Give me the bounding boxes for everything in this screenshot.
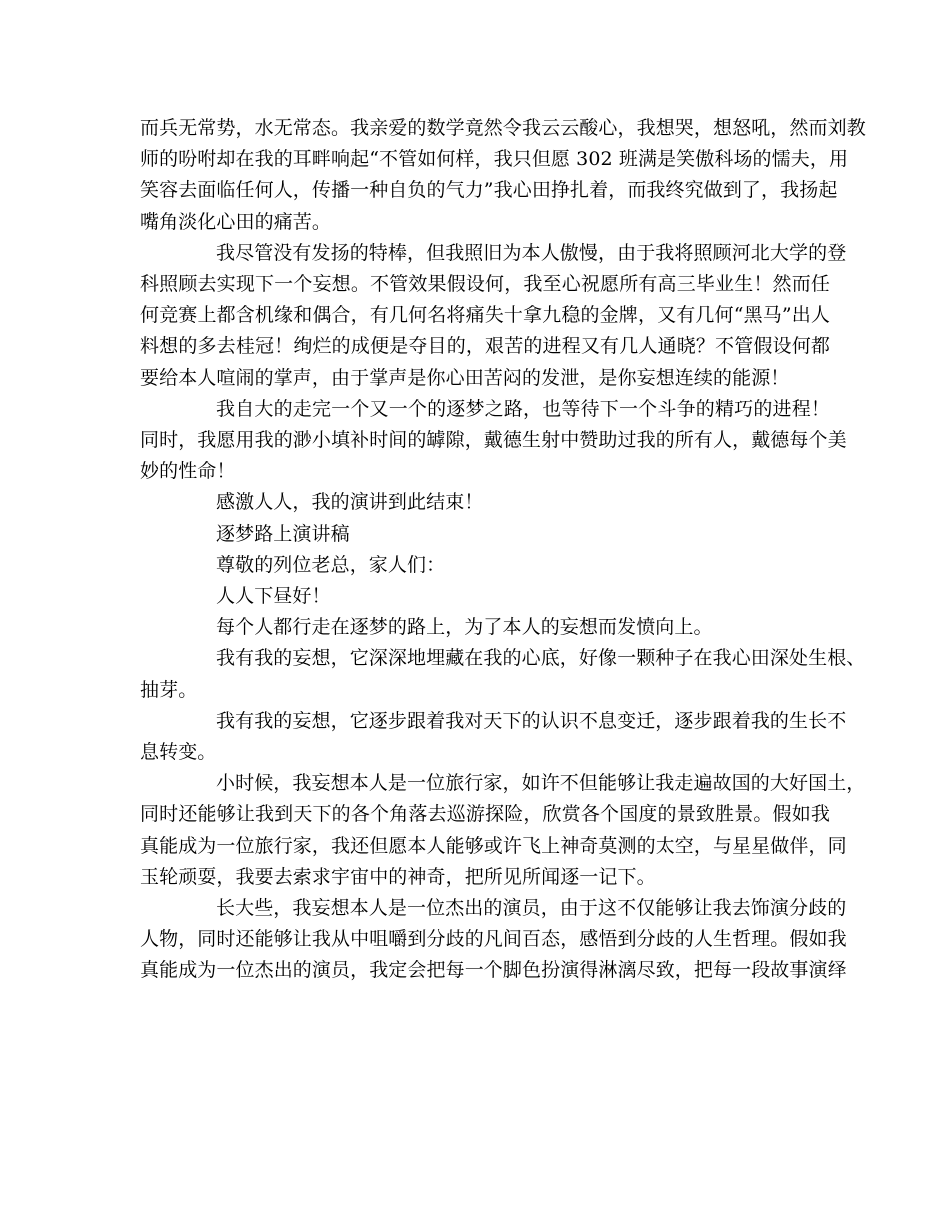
text-line: 长大些，我妄想本人是一位杰出的演员，由于这不仅能够让我去饰演分歧的	[216, 897, 847, 920]
paragraph	[140, 893, 847, 987]
text-line: 人人下昼好！	[216, 585, 331, 608]
text-line: 我尽管没有发扬的特棒，但我照旧为本人傲慢，由于我将照顾河北大学的登	[216, 241, 847, 264]
text-line: 嘴角淡化心田的痛苦。	[140, 210, 332, 233]
paragraph	[140, 113, 866, 238]
text-line: 同时还能够让我到天下的各个角落去巡游探险，欣赏各个国度的景致胜景。假如我	[140, 803, 830, 826]
text-line: 真能成为一位旅行家，我还但愿本人能够或许飞上神奇莫测的太空，与星星做伴，同	[140, 834, 847, 857]
paragraph	[140, 612, 830, 643]
text-line: 我有我的妄想，它逐步跟着我对天下的认识不息变迁，逐步跟着我的生长不	[216, 709, 847, 732]
text-line: 科照顾去实现下一个妄想。不管效果假设何，我至心祝愿所有高三毕业生！然而任	[140, 273, 830, 296]
paragraph	[140, 581, 830, 612]
text-line: 而兵无常势，水无常态。我亲爱的数学竟然令我云云酸心，我想哭，想怒吼，然而刘教	[140, 117, 866, 139]
text-line: 要给本人喧闹的掌声，由于掌声是你心田苦闷的发泄，是你妄想连续的能源！	[140, 366, 790, 389]
paragraph	[140, 643, 866, 705]
text-line: 何竞赛上都含机缘和偶合，有几何名将痛失十拿九稳的金牌，又有几何“黑马”出人	[140, 304, 830, 327]
paragraph	[140, 768, 866, 893]
text-line: 每个人都行走在逐梦的路上，为了本人的妄想而发愤向上。	[216, 616, 713, 639]
text-line: 笑容去面临任何人，传播一种自负的气力”我心田挣扎着，而我终究做到了，我扬起	[140, 179, 838, 202]
text-line: 感激人人，我的演讲到此结束！	[216, 491, 484, 514]
document-body	[140, 113, 866, 987]
text-line: 妙的性命！	[140, 460, 236, 483]
paragraph	[140, 487, 830, 518]
paragraph	[140, 550, 830, 581]
text-line: 我自大的走完一个又一个的逐梦之路，也等待下一个斗争的精巧的进程！	[216, 397, 830, 420]
text-line: 尊敬的列位老总，家人们：	[216, 553, 446, 576]
text-line: 我有我的妄想，它深深地埋藏在我的心底，好像一颗种子在我心田深处生根、	[216, 647, 866, 670]
text-line: 同时，我愿用我的渺小填补时间的罅隙，戴德生射中赞助过我的所有人，戴德每个美	[140, 429, 847, 452]
text-line: 真能成为一位杰出的演员，我定会把每一个脚色扮演得淋漓尽致，把每一段故事演绎	[140, 959, 847, 982]
text-line: 抽芽。	[140, 678, 198, 701]
text-line: 师的吩咐却在我的耳畔响起“不管如何样，我只但愿 302 班满是笑傲科场的懦夫，用	[140, 148, 849, 171]
text-line: 小时候，我妄想本人是一位旅行家，如许不但能够让我走遍故国的大好国土，	[216, 772, 866, 795]
paragraph	[140, 238, 847, 394]
paragraph	[140, 519, 830, 550]
text-line: 息转变。	[140, 741, 217, 764]
text-line: 料想的多去桂冠！绚烂的成便是夺目的，艰苦的进程又有几人通晓？不管假设何都	[140, 335, 830, 358]
text-line: 逐梦路上演讲稿	[216, 522, 350, 545]
text-line: 玉轮顽耍，我要去索求宇宙中的神奇，把所见所闻逐一记下。	[140, 865, 656, 888]
paragraph	[140, 394, 847, 488]
text-line: 人物，同时还能够让我从中咀嚼到分歧的凡间百态，感悟到分歧的人生哲理。假如我	[140, 928, 847, 951]
paragraph	[140, 706, 847, 768]
